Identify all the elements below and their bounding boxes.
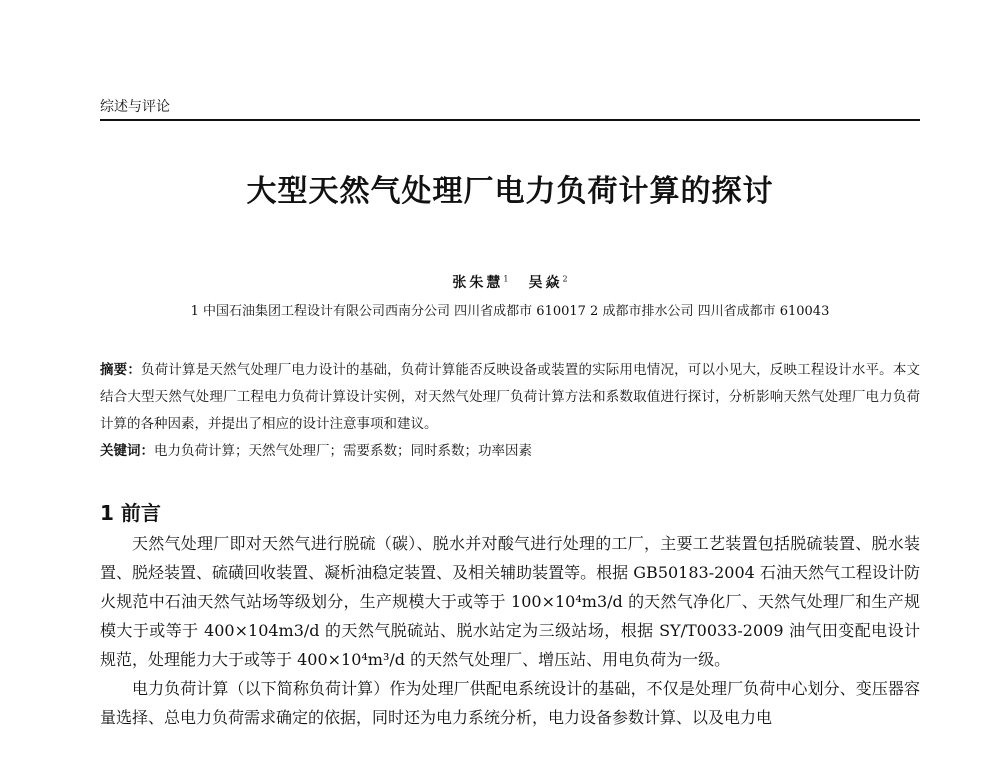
author-name: 吴焱 [528,275,563,291]
body-paragraph: 天然气处理厂即对天然气进行脱硫（碳）、脱水并对酸气进行处理的工厂，主要工艺装置包括脱硫装置、脱水装置、脱烃装置、硫磺回收装置、凝析油稳定装置、及相关辅助装置等。根据 GB50183-2004 石油天然气工程设计防火规范中石油天然气站场等级划分，生产规模大于或等于 100×10⁴m3/d 的天然气净化厂、天然气处理厂和生产规模大于或等于 400×104m3/d 的天然气脱硫站、脱水站定为三级站场，根据 SY/T0033-2009 油气田变配电设计规范，处理能力大于或等于 400×10⁴m³/d 的天然气处理厂、增压站、用电负荷为一级。 [100,534,920,669]
abstract-label: 摘要： [100,362,142,378]
running-header: 综述与评论 [100,99,170,115]
paper-title: 大型天然气处理厂电力负荷计算的探讨 [246,174,774,209]
keywords-text: 电力负荷计算；天然气处理厂；需要系数；同时系数；功率因素 [154,443,532,459]
author-name: 张朱慧 [452,275,504,291]
affiliations: 1 中国石油集团工程设计有限公司西南分公司 四川省成都市 610017 2 成都市排水公司 四川省成都市 610043 [190,304,830,319]
section-body [100,529,920,732]
affiliation-mark: 2 [562,274,568,284]
keywords-label: 关键词： [100,443,154,459]
body-paragraph: 电力负荷计算（以下简称负荷计算）作为处理厂供配电系统设计的基础，不仅是处理厂负荷中心划分、变压器容量选择、总电力负荷需求确定的依据，同时还为电力系统分析，电力设备参数计算、以及电力电 [100,679,920,727]
affiliation-mark: 1 [503,274,509,284]
author-line [100,272,920,292]
header-rule [100,119,920,121]
section-heading: 1 前言 [100,501,161,525]
abstract-text: 负荷计算是天然气处理厂电力设计的基础，负荷计算能否反映设备或装置的实际用电情况，可以小见大，反映工程设计水平。本文结合大型天然气处理厂工程电力负荷计算设计实例，对天然气处理厂负荷计算方法和系数取值进行探讨，分析影响天然气处理厂电力负荷计算的各种因素，并提出了相应的设计注意事项和建议。 [100,362,921,432]
abstract-block [100,357,920,465]
